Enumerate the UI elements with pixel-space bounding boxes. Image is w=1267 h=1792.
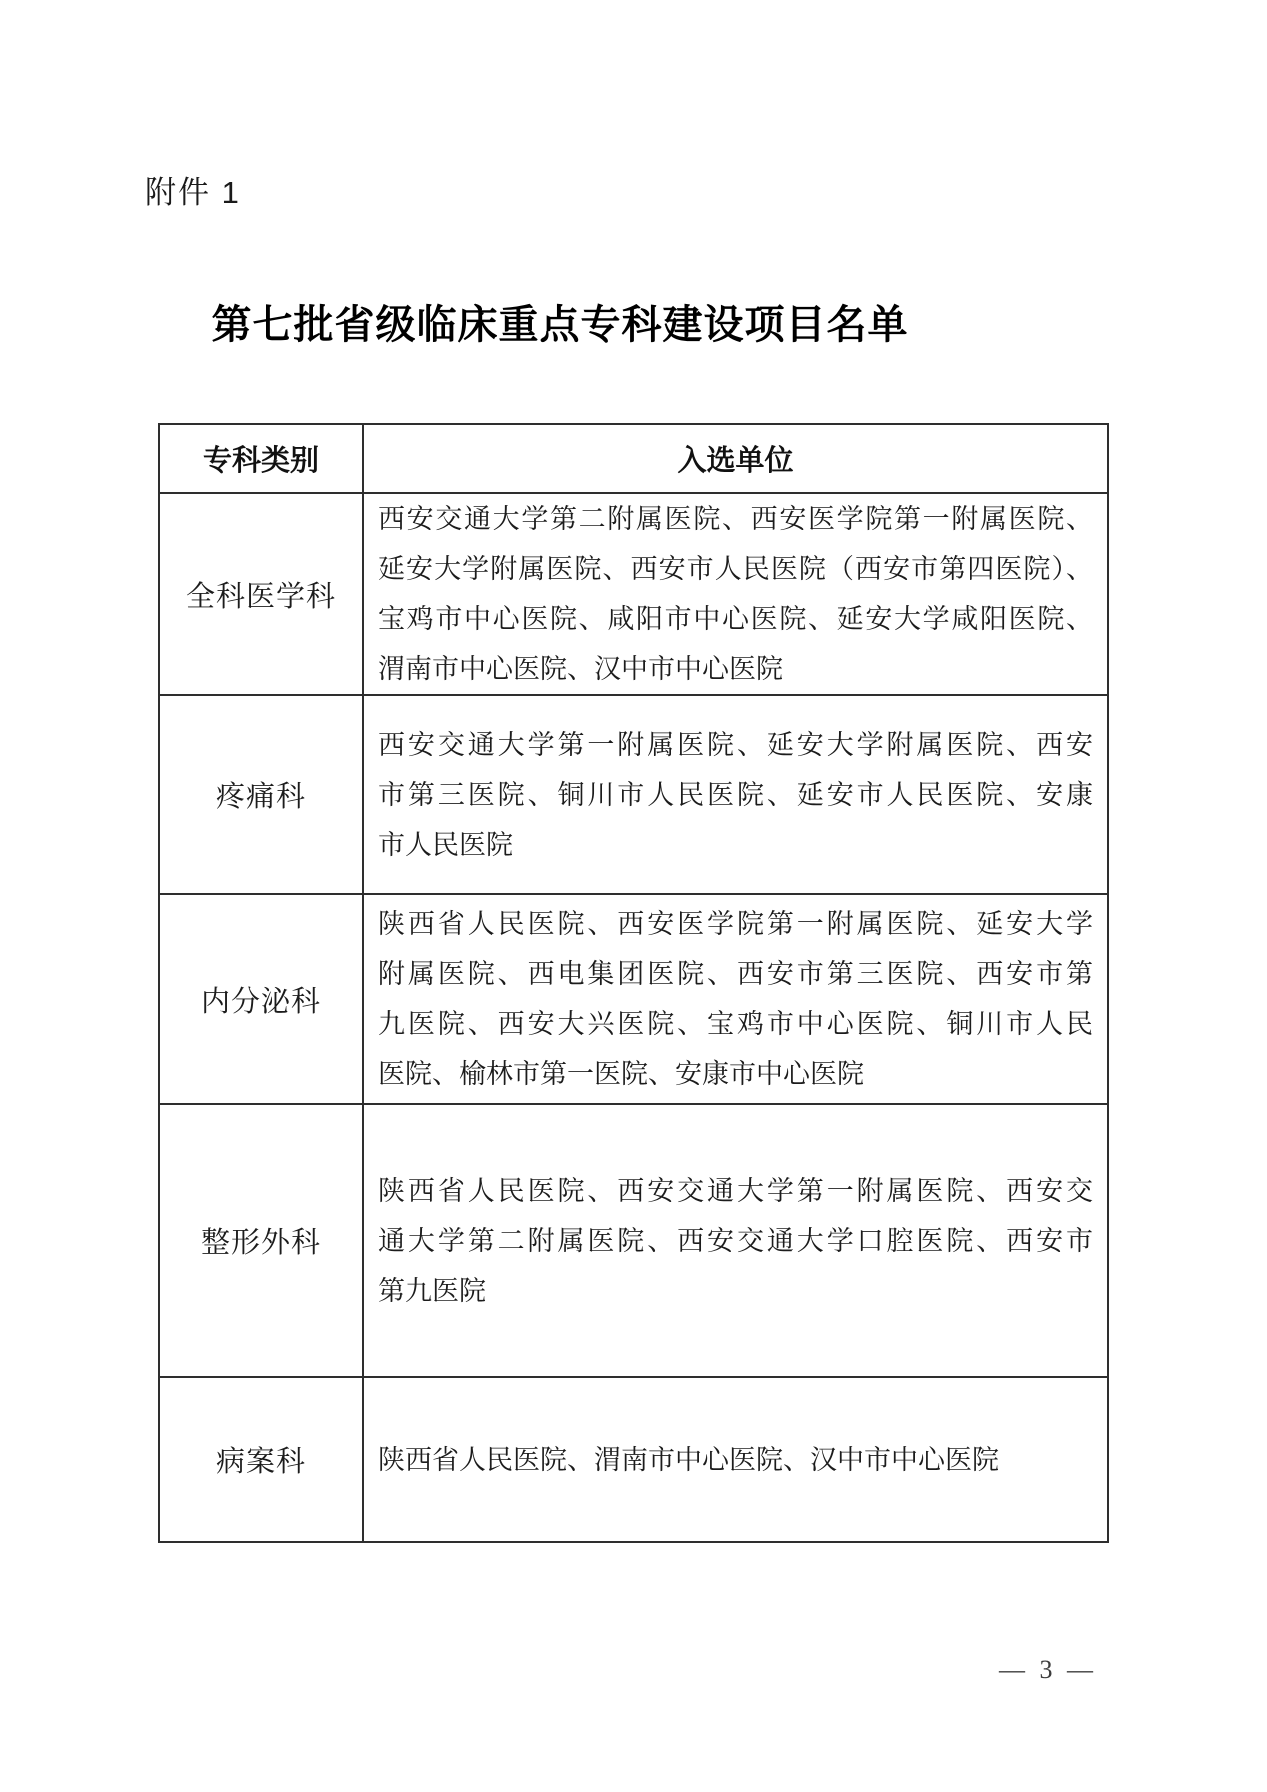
unit-line: 市第三医院、铜川市人民医院、延安市人民医院、安康 bbox=[378, 779, 1093, 810]
header-row bbox=[159, 424, 1108, 493]
units-cell bbox=[363, 695, 1108, 894]
table-body bbox=[159, 493, 1108, 1542]
category-cell: 病案科 bbox=[159, 1377, 363, 1542]
table-row bbox=[159, 695, 1108, 894]
table-row bbox=[159, 1377, 1108, 1542]
page-title: 第七批省级临床重点专科建设项目名单 bbox=[211, 303, 909, 347]
unit-line: 宝鸡市中心医院、咸阳市中心医院、延安大学咸阳医院、 bbox=[378, 604, 1093, 634]
table-header bbox=[159, 424, 1108, 493]
unit-line: 通大学第二附属医院、西安交通大学口腔医院、西安市 bbox=[378, 1225, 1093, 1256]
category-cell: 全科医学科 bbox=[159, 493, 363, 695]
unit-line: 西安交通大学第一附属医院、延安大学附属医院、西安 bbox=[378, 729, 1093, 760]
unit-line: 市人民医院 bbox=[378, 829, 513, 860]
category-cell: 疼痛科 bbox=[159, 695, 363, 894]
unit-line: 陕西省人民医院、西安医学院第一附属医院、延安大学 bbox=[378, 909, 1093, 939]
category-cell: 内分泌科 bbox=[159, 894, 363, 1104]
unit-line: 西安交通大学第二附属医院、西安医学院第一附属医院、 bbox=[378, 504, 1093, 534]
page-number: — 3 — bbox=[999, 1655, 1097, 1684]
unit-line: 延安大学附属医院、西安市人民医院（西安市第四医院）、 bbox=[378, 554, 1093, 584]
units-cell bbox=[363, 894, 1108, 1104]
units-cell bbox=[363, 493, 1108, 695]
units-cell bbox=[363, 1104, 1108, 1377]
category-cell: 整形外科 bbox=[159, 1104, 363, 1377]
unit-line: 九医院、西安大兴医院、宝鸡市中心医院、铜川市人民 bbox=[378, 1009, 1093, 1039]
table-row bbox=[159, 894, 1108, 1104]
table-row bbox=[159, 1104, 1108, 1377]
units-cell bbox=[363, 1377, 1108, 1542]
unit-line: 第九医院 bbox=[378, 1275, 486, 1306]
unit-line: 陕西省人民医院、渭南市中心医院、汉中市中心医院 bbox=[378, 1444, 999, 1475]
unit-line: 渭南市中心医院、汉中市中心医院 bbox=[378, 654, 783, 684]
unit-line: 附属医院、西电集团医院、西安市第三医院、西安市第 bbox=[378, 959, 1093, 989]
col-header-units: 入选单位 bbox=[363, 424, 1108, 493]
attachment-label: 附件 1 bbox=[145, 175, 241, 210]
col-header-category: 专科类别 bbox=[159, 424, 363, 493]
table-row bbox=[159, 493, 1108, 695]
specialty-table bbox=[158, 423, 1109, 1543]
unit-line: 医院、榆林市第一医院、安康市中心医院 bbox=[378, 1059, 864, 1089]
unit-line: 陕西省人民医院、西安交通大学第一附属医院、西安交 bbox=[378, 1175, 1093, 1206]
